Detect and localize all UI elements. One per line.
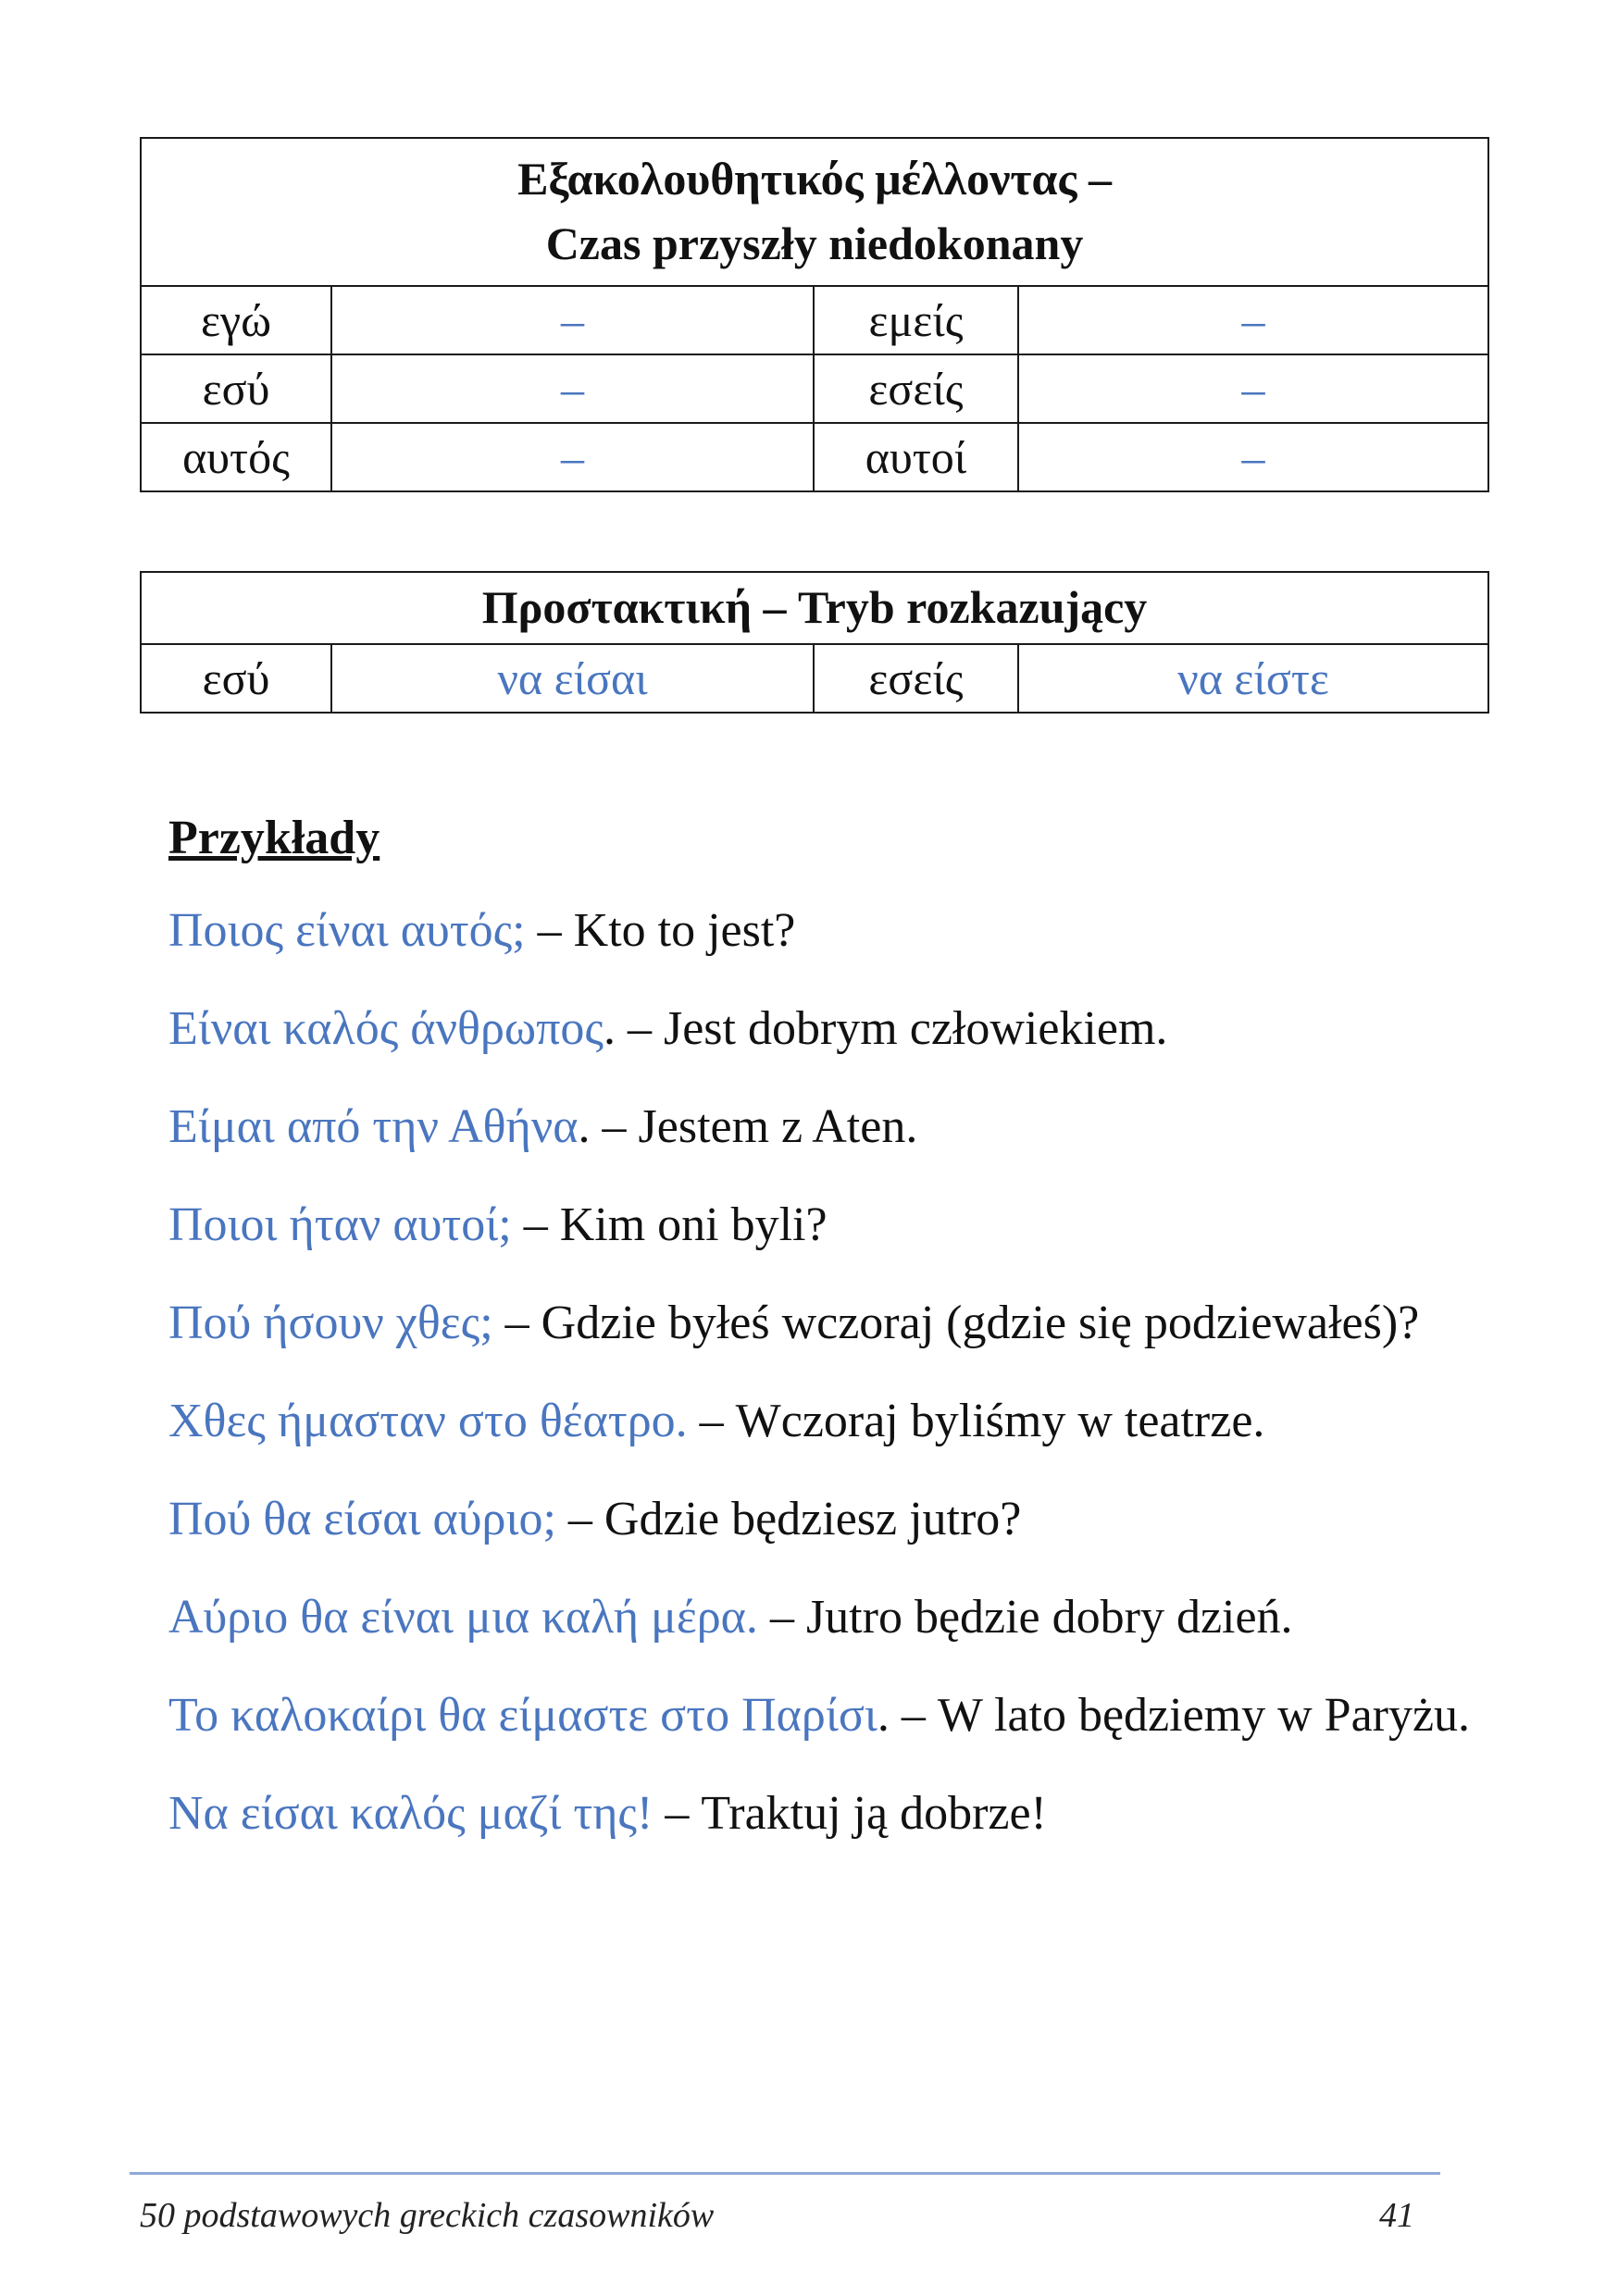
table-title: Προστακτική – Tryb rozkazujący xyxy=(141,572,1488,644)
table-row xyxy=(141,644,1488,713)
example-sentence xyxy=(168,1290,1487,1357)
greek-sentence: Ποιοι ήταν αυτοί; xyxy=(168,1198,512,1251)
pronoun-cell: εσύ xyxy=(141,354,331,423)
example-sentence xyxy=(168,1584,1487,1651)
form-cell: – xyxy=(1018,286,1488,354)
example-sentence xyxy=(168,996,1487,1062)
example-sentence xyxy=(168,1192,1487,1259)
page-number: 41 xyxy=(1379,2196,1414,2235)
greek-sentence: Να είσαι καλός μαζί της! xyxy=(168,1787,653,1840)
greek-sentence: Πού θα είσαι αύριο; xyxy=(168,1493,556,1545)
footer-divider xyxy=(130,2172,1440,2175)
form-cell: να είσαι xyxy=(331,644,814,713)
form-cell: – xyxy=(331,423,814,491)
examples-heading: Przykłady xyxy=(168,812,380,864)
pronoun-cell: αυτοί xyxy=(814,423,1018,491)
polish-translation: – Wczoraj byliśmy w teatrze. xyxy=(687,1395,1265,1447)
footer-book-title: 50 podstawowych greckich czasowników xyxy=(140,2196,715,2235)
future-continuous-table xyxy=(140,137,1489,492)
form-cell: – xyxy=(1018,354,1488,423)
polish-translation: – Traktuj ją dobrze! xyxy=(653,1787,1047,1840)
greek-sentence: Είναι καλός άνθρωπος xyxy=(168,1002,604,1055)
table-title xyxy=(141,138,1488,286)
table-row xyxy=(141,286,1488,354)
greek-sentence: Χθες ήμασταν στο θέατρο. xyxy=(168,1395,688,1447)
examples-section xyxy=(168,805,1487,1879)
greek-sentence: Πού ήσουν χθες; xyxy=(168,1297,493,1349)
example-sentence xyxy=(168,898,1487,964)
polish-translation: – Gdzie będziesz jutro? xyxy=(555,1493,1022,1545)
greek-sentence: Είμαι από την Αθήνα xyxy=(168,1100,579,1153)
greek-sentence: Το καλοκαίρι θα είμαστε στο Παρίσι xyxy=(168,1689,877,1742)
pronoun-cell: εμείς xyxy=(814,286,1018,354)
example-sentence xyxy=(168,1682,1487,1749)
table-title-polish: Czas przyszły niedokonany xyxy=(545,217,1084,269)
polish-translation: . – Jest dobrym człowiekiem. xyxy=(603,1002,1168,1055)
table-title-greek: Εξακολουθητικός μέλλοντας – xyxy=(517,153,1112,205)
polish-translation: – Kim oni byli? xyxy=(511,1198,828,1251)
pronoun-cell: εσύ xyxy=(141,644,331,713)
imperative-table xyxy=(140,571,1489,714)
greek-sentence: Ποιος είναι αυτός; xyxy=(168,904,526,957)
polish-translation: – Kto to jest? xyxy=(525,904,796,957)
pronoun-cell: αυτός xyxy=(141,423,331,491)
form-cell: να είστε xyxy=(1018,644,1488,713)
greek-sentence: Αύριο θα είναι μια καλή μέρα. xyxy=(168,1591,758,1644)
table-row xyxy=(141,423,1488,491)
table-row xyxy=(141,354,1488,423)
example-sentence xyxy=(168,1094,1487,1160)
polish-translation: – Gdzie byłeś wczoraj (gdzie się podziewałeś)? xyxy=(492,1297,1420,1349)
pronoun-cell: εσείς xyxy=(814,354,1018,423)
example-sentence xyxy=(168,1781,1487,1847)
form-cell: – xyxy=(1018,423,1488,491)
example-sentence xyxy=(168,1486,1487,1553)
form-cell: – xyxy=(331,286,814,354)
pronoun-cell: εσείς xyxy=(814,644,1018,713)
polish-translation: – Jutro będzie dobry dzień. xyxy=(757,1591,1293,1644)
polish-translation: . – W lato będziemy w Paryżu. xyxy=(877,1689,1471,1742)
example-sentence xyxy=(168,1388,1487,1455)
polish-translation: . – Jestem z Aten. xyxy=(578,1100,918,1153)
pronoun-cell: εγώ xyxy=(141,286,331,354)
form-cell: – xyxy=(331,354,814,423)
